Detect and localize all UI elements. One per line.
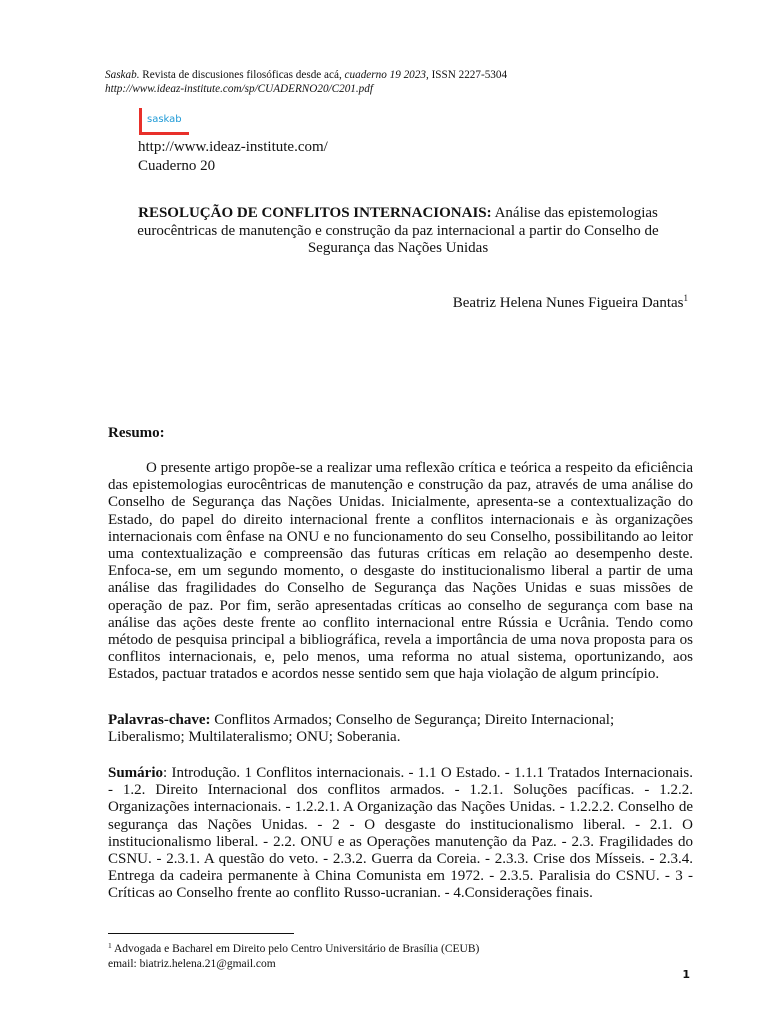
abstract-text: O presente artigo propõe-se a realizar uma reflexão crítica e teórica a respeito da eficiência das epistemologias eurocêntricas de manutenção e construção da paz, através de uma análise do Conselho de Segurança das Nações Unidas. Inicialmente, apresenta-se a contextualização do Estado, do papel do direito internacional frente a conflitos internacionais e às organizações internacionais com ênfase na ONU e no funcionamento do seu Conselho, possibilitando ao leitor uma contextualização e compreensão das futuras críticas em relação ao desempenho deste. Enfoca-se, em um segundo momento, o desgaste do institucionalismo liberal a partir de uma análise das fragilidades do Conselho de Segurança das Nações Unidas e suas missões de operação de paz. Por fim, serão apresentadas críticas ao conselho de segurança com base na análise das ações deste frente ao conflito internacional entre Rússia e Ucrânia. Tendo como método de pesquisa principal a bibliográfica, revela a importância de uma nova proposta para os conflitos internacionais, e, pelo menos, uma reforma no atual sistema, oportunizando, aos Estados, pactuar tratados e acordos nesse sentido sem que haja violação de algum princípio.: [108, 460, 693, 683]
abstract-paragraph: [108, 460, 693, 684]
footnote: [108, 938, 479, 972]
pdf-url-link[interactable]: http://www.ideaz-institute.com/sp/CUADERNO20/C201.pdf: [105, 83, 373, 95]
journal-citation: [105, 68, 507, 82]
journal-issue: cuaderno 19 2023,: [344, 69, 429, 81]
logo-wordmark: saskab: [147, 114, 182, 125]
logo-vertical-bar: [139, 108, 142, 132]
summary-paragraph: [108, 765, 693, 903]
author-line: [453, 289, 688, 312]
keywords-paragraph: [108, 712, 693, 746]
keywords-text: Conflitos Armados; Conselho de Segurança; Direito Internacional; Liberalismo; Multilateralismo; ONU; Soberania.: [108, 712, 615, 746]
footnote-divider: [108, 933, 294, 934]
paper-title: [108, 205, 688, 258]
issue-label: Cuaderno 20: [138, 158, 216, 174]
footnote-mark: 1: [108, 941, 112, 950]
footnote-email: email: biatriz.helena.21@gmail.com: [108, 958, 276, 970]
keywords-label: Palavras-chave:: [108, 712, 211, 728]
author-footnote-mark: 1: [683, 293, 688, 303]
title-bold-part: RESOLUÇÃO DE CONFLITOS INTERNACIONAIS:: [138, 205, 492, 221]
site-url-link[interactable]: http://www.ideaz-institute.com/: [138, 139, 328, 155]
footnote-text: Advogada e Bacharel em Direito pelo Centro Universitário de Brasília (CEUB): [111, 943, 480, 955]
author-name: Beatriz Helena Nunes Figueira Dantas: [452, 295, 684, 311]
title-subtitle: Análise das epistemologias eurocêntricas de manutenção e construção da paz internacional a partir do Conselho de Segurança das Nações Unidas: [137, 205, 659, 256]
summary-text: : Introdução. 1 Conflitos internacionais. - 1.1 O Estado. - 1.1.1 Tratados Internacionais. - 1.2. Direito Internacional dos conflitos armados. - 1.2.1. Soluções pacíficas. - 1.2.2. Organizações internacionais. - 1.2.2.1. A Organização das Nações Unidas. - 1.2.2.2. Conselho de segurança das Nações Unidas. - 2 - O desgaste do institucionalismo liberal. - 2.1. O institucionalismo liberal. - 2.2. ONU e as Operações manutenção da Paz. - 2.3. Fragilidades do CSNU. - 2.3.1. A questão do veto. - 2.3.2. Guerra da Coreia. - 2.3.3. Crise dos Mísseis. - 2.3.4. Entrega da cadeira permanente à China Comunista em 1972. - 2.3.5. Paralisia do CSNU. - 3 - Críticas ao Conselho frente ao conflito Russo-ucranian. - 4.Considerações finais.: [108, 765, 693, 902]
journal-description: Revista de discusiones filosóficas desde acá,: [139, 69, 345, 81]
site-block: [138, 138, 328, 176]
abstract-heading: Resumo:: [108, 425, 165, 441]
saskab-logo: [139, 108, 195, 136]
running-header: [105, 68, 507, 96]
logo-underline: [139, 132, 189, 135]
summary-label: Sumário: [108, 765, 164, 781]
footnote-affiliation: [108, 938, 479, 957]
journal-name: Saskab.: [105, 69, 140, 81]
page-number: 1: [682, 968, 690, 981]
journal-issn: ISSN 2227-5304: [428, 69, 508, 81]
